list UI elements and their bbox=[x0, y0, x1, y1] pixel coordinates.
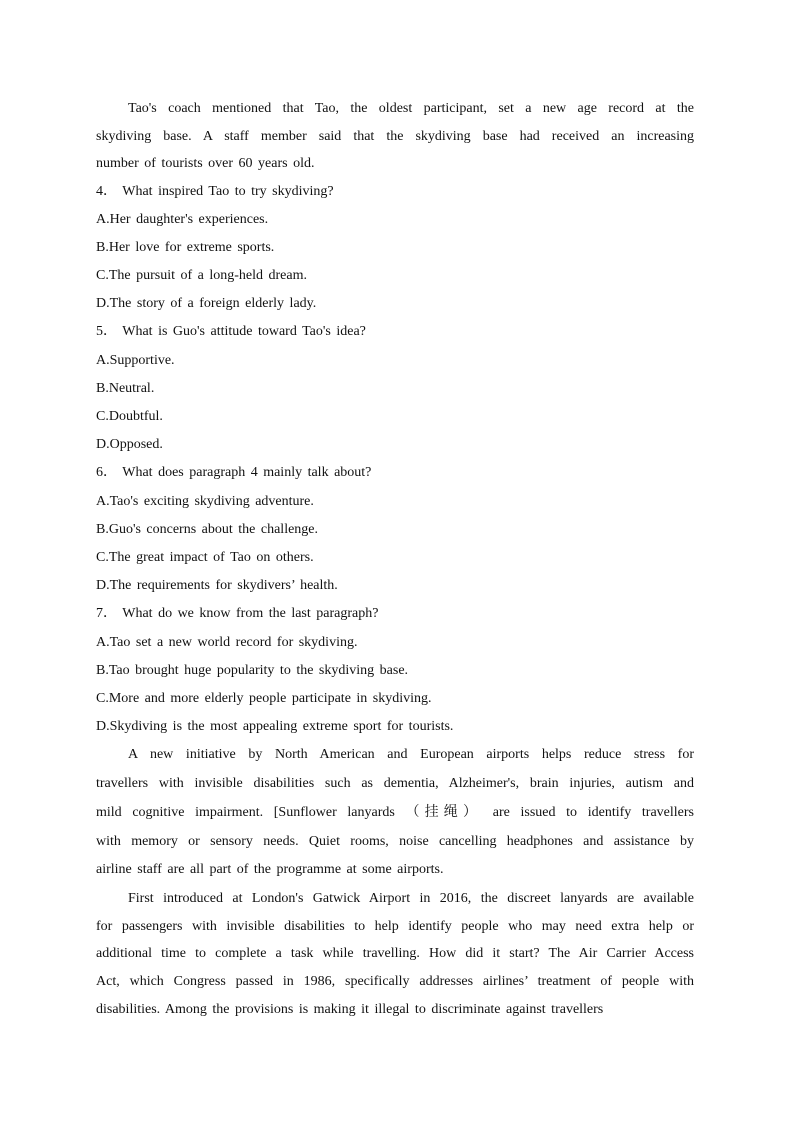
text-line: additional time to complete a task while travelling. How did it start? The Air Carrier Access bbox=[96, 946, 694, 962]
answer-option-c: C.The pursuit of a long-held dream. bbox=[96, 268, 308, 284]
passage-paragraph bbox=[96, 741, 694, 885]
answer-option-a: A.Tao's exciting skydiving adventure. bbox=[96, 493, 314, 509]
text-line: mild cognitive impairment. [Sunflower lanyards （挂绳） are issued to identify travellers bbox=[96, 804, 694, 820]
answer-option-d: D.Opposed. bbox=[96, 437, 163, 453]
question-5 bbox=[96, 318, 694, 459]
answer-option-a: A.Her daughter's experiences. bbox=[96, 211, 269, 227]
document-body bbox=[96, 95, 694, 1023]
text-line: number of tourists over 60 years old. bbox=[96, 156, 315, 171]
text-line: for passengers with invisible disabilities to help identify people who may need extra help or bbox=[96, 918, 694, 934]
text-line: A new initiative by North American and European airports helps reduce stress for bbox=[128, 747, 694, 763]
question-text: What is Guo's attitude toward Tao's idea? bbox=[122, 324, 366, 340]
answer-option-c: C.More and more elderly people participate in skydiving. bbox=[96, 690, 432, 706]
answer-option-b: B.Guo's concerns about the challenge. bbox=[96, 521, 319, 537]
question-7 bbox=[96, 600, 694, 741]
question-stem bbox=[96, 318, 694, 346]
text-line: disabilities. Among the provisions is making it illegal to discriminate against travellers bbox=[96, 1001, 604, 1017]
text-line: First introduced at London's Gatwick Airport in 2016, the discreet lanyards are available bbox=[128, 891, 694, 907]
question-text: What inspired Tao to try skydiving? bbox=[122, 183, 334, 199]
answer-option-c: C.Doubtful. bbox=[96, 409, 163, 424]
answer-option-a: A.Tao set a new world record for skydiving. bbox=[96, 634, 358, 650]
text-line: with memory or sensory needs. Quiet rooms, noise cancelling headphones and assistance by bbox=[96, 833, 694, 849]
question-text: What do we know from the last paragraph? bbox=[122, 606, 379, 622]
question-6 bbox=[96, 459, 694, 600]
question-number: 6． bbox=[96, 465, 117, 481]
question-stem bbox=[96, 178, 694, 206]
answer-option-d: D.Skydiving is the most appealing extreme sport for tourists. bbox=[96, 719, 454, 735]
passage-paragraph bbox=[96, 885, 694, 1023]
answer-option-c: C.The great impact of Tao on others. bbox=[96, 549, 314, 565]
answer-option-b: B.Her love for extreme sports. bbox=[96, 239, 275, 255]
answer-option-a: A.Supportive. bbox=[96, 352, 175, 368]
question-stem bbox=[96, 459, 694, 487]
passage-paragraph bbox=[96, 95, 694, 178]
text-line: Act, which Congress passed in 1986, specifically addresses airlines’ treatment of people with bbox=[96, 974, 694, 990]
question-text: What does paragraph 4 mainly talk about? bbox=[122, 465, 372, 481]
answer-option-b: B.Tao brought huge popularity to the skydiving base. bbox=[96, 662, 409, 678]
text-line: Tao's coach mentioned that Tao, the oldest participant, set a new age record at the bbox=[128, 101, 694, 116]
question-number: 5． bbox=[96, 324, 117, 340]
text-line: airline staff are all part of the programme at some airports. bbox=[96, 862, 444, 878]
answer-option-b: B.Neutral. bbox=[96, 380, 155, 396]
text-line: travellers with invisible disabilities such as dementia, Alzheimer's, brain injuries, autism and bbox=[96, 776, 694, 792]
question-stem bbox=[96, 600, 694, 628]
question-4 bbox=[96, 178, 694, 319]
question-number: 7． bbox=[96, 606, 117, 622]
answer-option-d: D.The requirements for skydivers’ health. bbox=[96, 578, 338, 594]
question-number: 4． bbox=[96, 183, 117, 199]
answer-option-d: D.The story of a foreign elderly lady. bbox=[96, 296, 317, 312]
text-line: skydiving base. A staff member said that the skydiving base had received an increasing bbox=[96, 128, 694, 144]
